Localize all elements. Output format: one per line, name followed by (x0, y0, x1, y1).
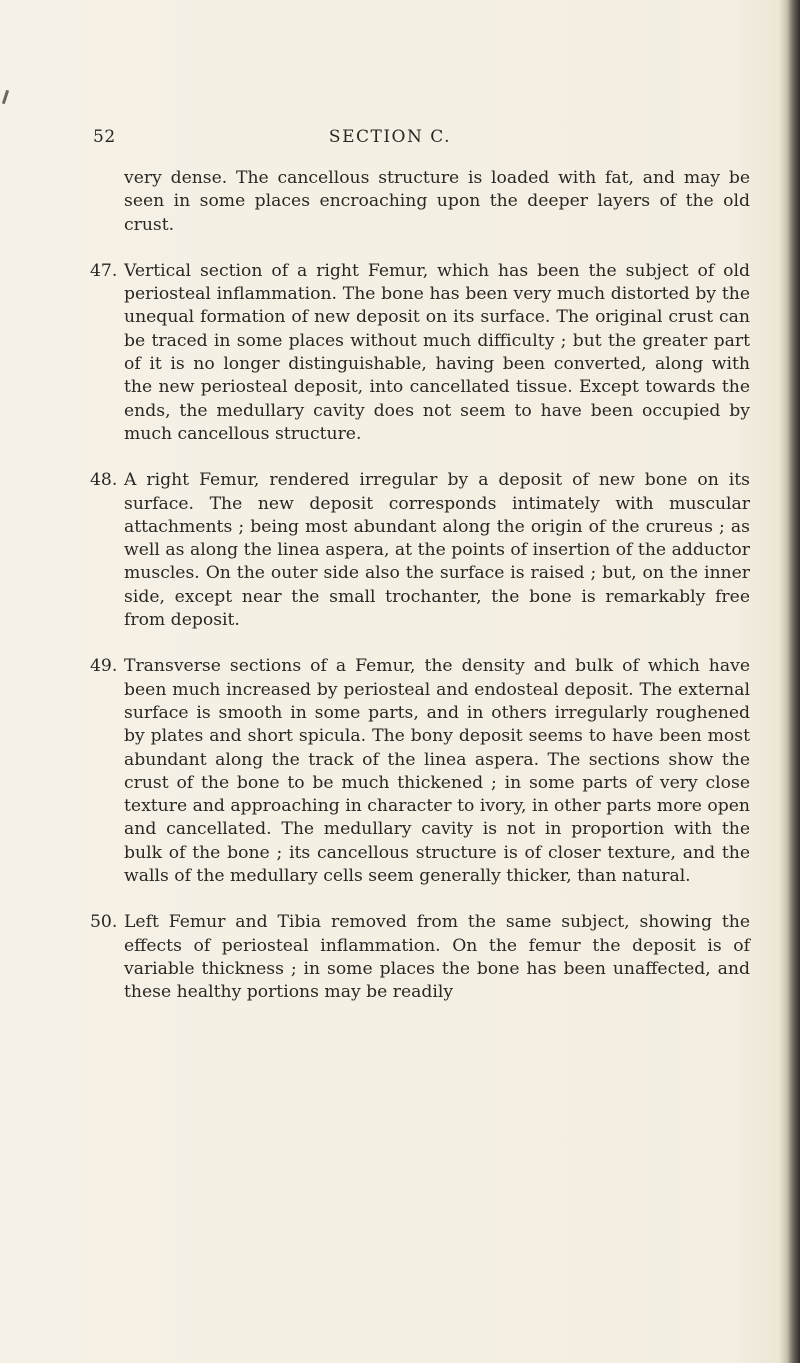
page-edge-shadow (778, 0, 800, 1363)
entry-number: 47. (90, 260, 118, 281)
entry-number: 49. (90, 656, 118, 677)
entry-49 (90, 655, 750, 888)
page-header (0, 127, 780, 157)
entry-50 (90, 911, 750, 1004)
entry-48 (90, 469, 750, 632)
page-number: 52 (93, 127, 116, 147)
entry-number: 48. (90, 470, 118, 491)
entry-text: A right Femur, rendered irregular by a deposit of new bone on its surface. The new deposit corresponds intimately with muscular attachments ; being most abundant along the origin of the crureus ; as well as along the linea aspera, at the points of insertion of the adductor muscles. On the outer side also the surface is raised ; but, on the inner side, except near the small trochanter, the bone is remarkably free from deposit. (124, 470, 750, 631)
entry-continuation (90, 167, 750, 237)
entry-47 (90, 260, 750, 446)
page-body (90, 167, 750, 1028)
entry-text: very dense. The cancellous structure is loaded with fat, and may be seen in some places encroaching upon the deeper layers of the old crust. (124, 168, 750, 235)
section-title: SECTION C. (328, 127, 452, 147)
entry-text: Vertical section of a right Femur, which has been the subject of old periosteal inflammation. The bone has been very much distorted by the unequal formation of new deposit on its surface. The original crust can be traced in some places without much difficulty ; but the greater part of it is no longer distinguishable, having been converted, along with the new periosteal deposit, into cancellated tissue. Except towards the ends, the medullary cavity does not seem to have been occupied by much cancellous structure. (124, 260, 750, 444)
entry-number: 50. (90, 912, 118, 933)
entry-text: Left Femur and Tibia removed from the same subject, showing the effects of periosteal inflammation. On the femur the deposit is of variable thickness ; in some places the bone has been unaffected, and these healthy portions may be readily (124, 912, 750, 1003)
entry-text: Transverse sections of a Femur, the density and bulk of which have been much increased by periosteal and endosteal deposit. The external surface is smooth in some parts, and in others irregularly roughened by plates and short spicula. The bony deposit seems to have been most abundant along the track of the linea aspera. The sections show the crust of the bone to be much thickened ; in some parts of very close texture and approaching in character to ivory, in other parts more open and cancellated. The medullary cavity is not in proportion with the bulk of the bone ; its cancellous structure is of closer texture, and the walls of the medullary cells seem generally thicker, than natural. (124, 656, 750, 887)
margin-mark (2, 90, 9, 104)
